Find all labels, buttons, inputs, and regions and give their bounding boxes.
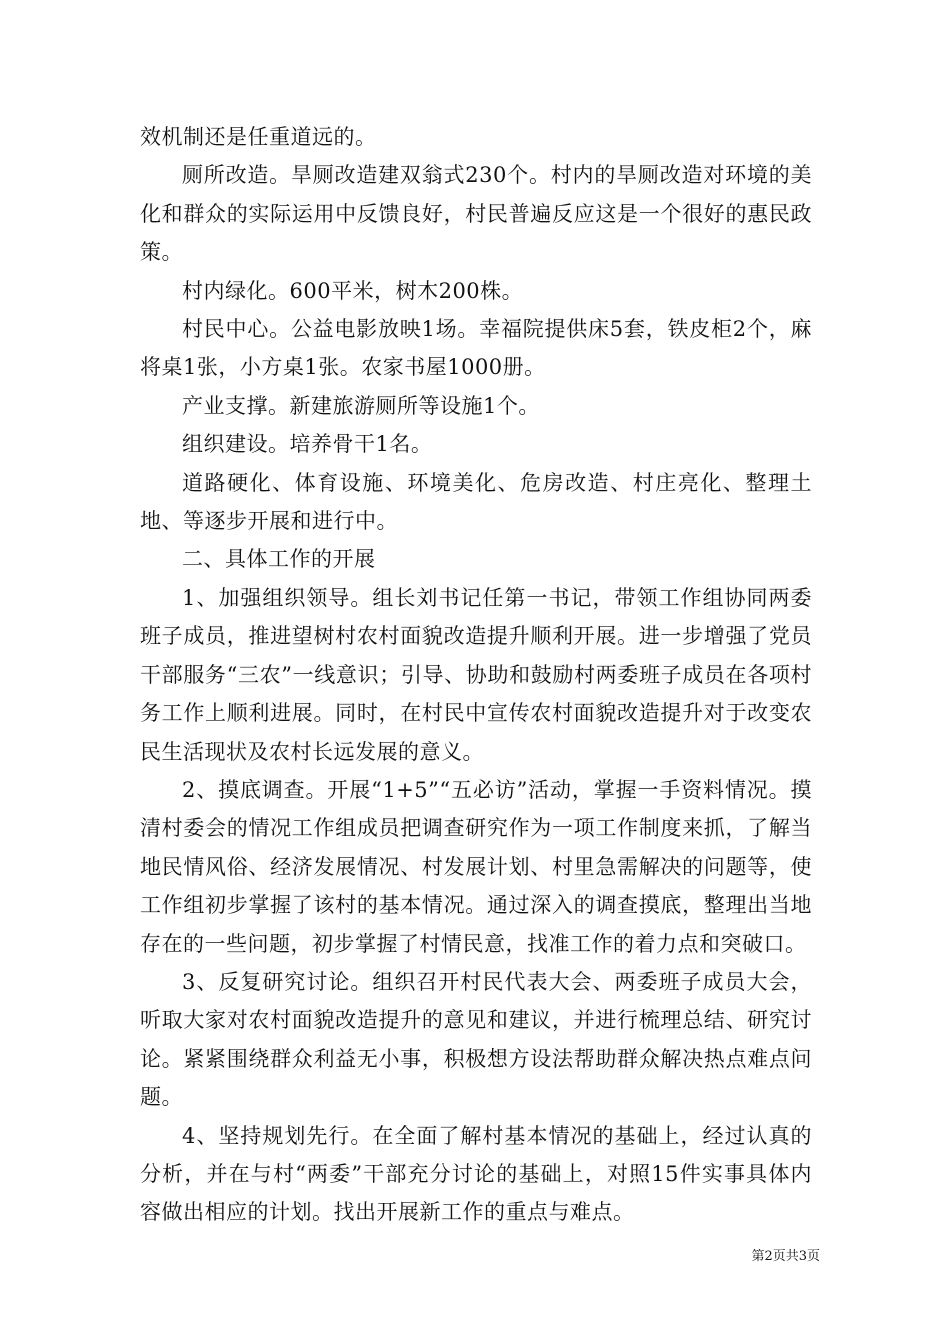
section-heading: 二、具体工作的开展: [182, 547, 376, 572]
paragraph-3: 村内绿化。600平米，树木200株。: [182, 278, 524, 303]
page-number: 第2页共3页: [751, 1249, 820, 1264]
paragraph-7: 道路硬化、体育设施、环境美化、危房改造、村庄亮化、整理土地、等逐步开展和进行中。: [140, 470, 812, 534]
paragraph-9: 2、摸底调查。开展“1+5”“五必访”活动，掌握一手资料情况。摸清村委会的情况工作组成员把调查研究作为一项工作制度来抓，了解当地民情风俗、经济发展情况、村发展计划、村里急需解决的问题等，使工作组初步掌握了该村的基本情况。通过深入的调查摸底，整理出当地存在的一些问题，初步掌握了村情民意，找准工作的着力点和突破口。: [140, 777, 812, 956]
paragraph-6: 组织建设。培养骨干1名。: [182, 432, 433, 457]
paragraph-11: 4、坚持规划先行。在全面了解村基本情况的基础上，经过认真的分析，并在与村“两委”干部充分讨论的基础上，对照15件实事具体内容做出相应的计划。找出开展新工作的重点与难点。: [140, 1123, 812, 1225]
paragraph-2: 厕所改造。旱厕改造建双翁式230个。村内的旱厕改造对环境的美化和群众的实际运用中反馈良好，村民普遍反应这是一个很好的惠民政策。: [140, 163, 812, 265]
document-body: [140, 118, 812, 1232]
paragraph-5: 产业支撑。新建旅游厕所等设施1个。: [182, 393, 540, 418]
paragraph-1: 效机制还是任重道远的。: [140, 125, 377, 149]
paragraph-10: 3、反复研究讨论。组织召开村民代表大会、两委班子成员大会，听取大家对农村面貌改造提升的意见和建议，并进行梳理总结、研究讨论。紧紧围绕群众利益无小事，积极想方设法帮助群众解决热点难点问题。: [140, 969, 812, 1110]
paragraph-4: 村民中心。公益电影放映1场。幸福院提供床5套，铁皮柜2个，麻将桌1张，小方桌1张。农家书屋1000册。: [140, 317, 812, 380]
paragraph-8: 1、加强组织领导。组长刘书记任第一书记，带领工作组协同两委班子成员，推进望树村农村面貌改造提升顺利开展。进一步增强了党员干部服务“三农”一线意识；引导、协助和鼓励村两委班子成员在各项村务工作上顺利进展。同时，在村民中宣传农村面貌改造提升对于改变农民生活现状及农村长远发展的意义。: [140, 585, 812, 764]
